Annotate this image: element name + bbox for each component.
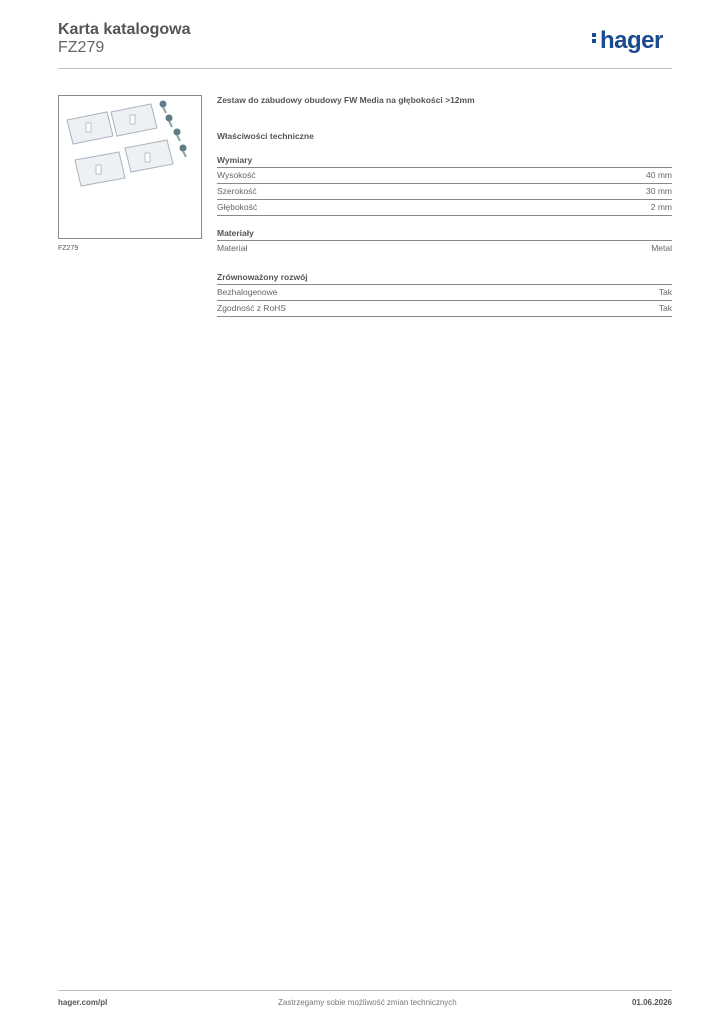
spec-value: 30 mm bbox=[646, 186, 672, 196]
spec-row-width bbox=[217, 183, 672, 199]
logo-text: hager bbox=[600, 27, 663, 54]
spec-value: 40 mm bbox=[646, 170, 672, 180]
product-details bbox=[217, 95, 672, 317]
product-image bbox=[59, 96, 201, 238]
header-divider bbox=[58, 68, 672, 69]
product-image-frame bbox=[58, 95, 202, 239]
spec-row-rohs bbox=[217, 300, 672, 317]
footer-divider bbox=[58, 990, 672, 991]
product-name: Zestaw do zabudowy obudowy FW Media na głębokości >12mm bbox=[217, 95, 475, 105]
spec-label: Szerokość bbox=[217, 186, 257, 196]
materials-heading: Materiały bbox=[217, 228, 254, 238]
spec-label: Głębokość bbox=[217, 202, 258, 212]
hager-logo bbox=[592, 27, 663, 55]
footer-date: 01.06.2026 bbox=[631, 998, 672, 1007]
spec-value: 2 mm bbox=[650, 202, 672, 212]
spec-value: Metal bbox=[651, 243, 672, 253]
spec-label: Bezhalogenowe bbox=[217, 287, 278, 297]
footer-website-link[interactable]: hager.com/pl bbox=[58, 998, 108, 1007]
spec-row-material bbox=[217, 240, 672, 256]
spec-label: Wysokość bbox=[217, 170, 256, 180]
technical-properties-heading: Właściwości techniczne bbox=[217, 131, 314, 141]
image-caption: FZ279 bbox=[58, 245, 79, 252]
spec-value: Tak bbox=[658, 287, 672, 297]
spec-value: Tak bbox=[658, 303, 672, 313]
footer-disclaimer: Zastrzegamy sobie możliwość zmian technicznych bbox=[278, 998, 457, 1007]
document-title: Karta katalogowa bbox=[58, 21, 191, 38]
dimensions-heading: Wymiary bbox=[217, 155, 253, 165]
spec-label: Materiał bbox=[217, 243, 248, 253]
spec-label: Zgodność z RoHS bbox=[217, 303, 286, 313]
spec-row-halogen-free bbox=[217, 284, 672, 300]
spec-row-depth bbox=[217, 199, 672, 216]
spec-row-height bbox=[217, 167, 672, 183]
sustainability-heading: Zrównoważony rozwój bbox=[217, 272, 308, 282]
product-code: FZ279 bbox=[58, 39, 105, 56]
logo-dots-icon bbox=[592, 31, 598, 45]
